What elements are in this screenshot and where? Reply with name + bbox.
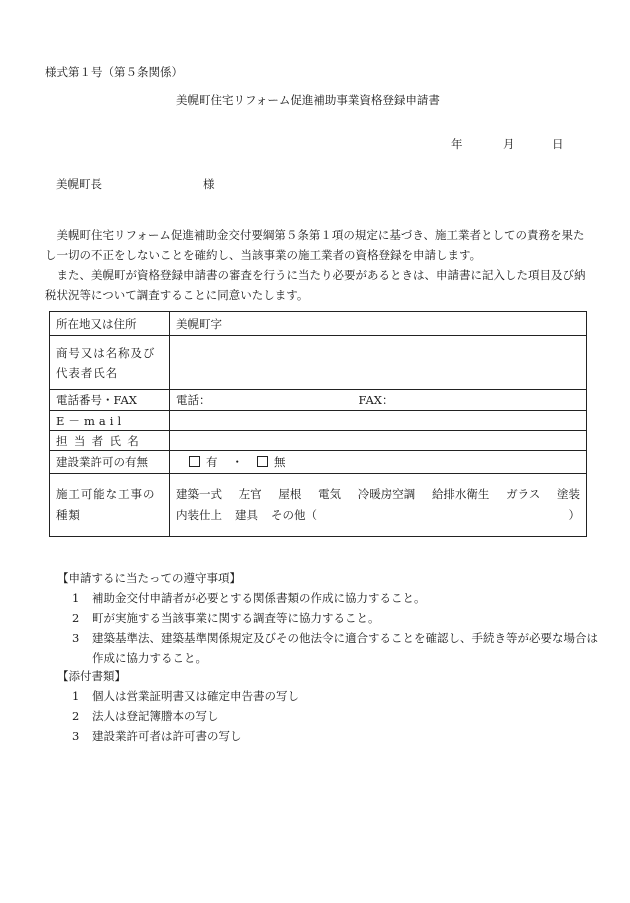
list-item — [57, 588, 609, 608]
list-item — [57, 686, 609, 706]
list-item-number: 2 — [72, 709, 80, 723]
list-item-number: 3 — [72, 729, 80, 743]
document-title: 美幌町住宅リフォーム促進補助事業資格登録申請書 — [176, 93, 440, 107]
license-no-checkbox[interactable] — [257, 456, 268, 467]
list-item-number: 1 — [72, 591, 80, 605]
list-item-text: 補助金交付申請者が必要とする関係書類の作成に協力すること。 — [92, 591, 426, 605]
list-item-number: 3 — [72, 631, 80, 645]
list-item-text: 町が実施する当該事業に関する調査等に協力すること。 — [92, 611, 380, 625]
list-item — [57, 706, 609, 726]
addressee-honorific: 様 — [203, 177, 215, 191]
company-name-label — [50, 336, 170, 390]
compliance-heading: 【申請するに当たっての遵守事項】 — [57, 571, 241, 585]
application-table — [49, 311, 587, 537]
list-item — [57, 628, 609, 668]
license-label: 建設業許可の有無 — [50, 451, 170, 474]
company-name-field[interactable] — [170, 336, 587, 390]
license-yes-checkbox[interactable] — [189, 456, 200, 467]
work-type-line-2-items — [176, 505, 330, 526]
company-name-label-text: 商号又は名称及び代表者氏名 — [56, 345, 156, 380]
list-item-text: 建設業許可者は許可書の写し — [92, 729, 242, 743]
phone-fax-label: 電話番号・FAX — [50, 390, 170, 411]
list-item — [57, 726, 609, 746]
other-close-paren: ） — [568, 508, 580, 522]
license-no-label: 無 — [274, 455, 286, 469]
date-month: 月 — [503, 137, 515, 151]
fax-prefix: FAX： — [358, 393, 394, 407]
license-separator: ・ — [231, 455, 243, 469]
work-type-option[interactable]: ガラス — [506, 487, 541, 501]
address-label: 所在地又は住所 — [50, 312, 170, 336]
attachments-section — [57, 666, 609, 746]
email-label: E－mail — [50, 411, 170, 431]
phone-fax-field[interactable] — [170, 390, 587, 411]
form-number: 様式第１号（第５条関係） — [45, 65, 183, 79]
work-type-line-1 — [176, 484, 580, 505]
work-type-option[interactable]: 屋根 — [278, 487, 302, 501]
work-type-option[interactable]: その他（ — [271, 508, 317, 522]
date-year: 年 — [451, 137, 463, 151]
list-item-text: 個人は営業証明書又は確定申告書の写し — [92, 689, 299, 703]
work-type-option[interactable]: 給排水衛生 — [431, 487, 490, 501]
contact-person-label: 担当者氏名 — [50, 431, 170, 451]
phone-prefix: 電話： — [176, 393, 211, 407]
address-field[interactable]: 美幌町字 — [170, 312, 587, 336]
work-type-label — [50, 474, 170, 537]
license-options — [170, 451, 587, 474]
work-type-option[interactable]: 塗装 — [556, 487, 580, 501]
work-type-option[interactable]: 建具 — [235, 508, 258, 522]
email-field[interactable] — [170, 411, 587, 431]
license-yes-label: 有 — [206, 455, 218, 469]
attachments-heading: 【添付書類】 — [57, 669, 126, 683]
body-text — [45, 225, 590, 305]
work-type-option[interactable]: 電気 — [318, 487, 342, 501]
body-paragraph-2: また、美幌町が資格登録申請書の審査を行うに当たり必要があるときは、申請書に記入した項目及び納税状況等について調査することに同意いたします。 — [45, 268, 586, 302]
work-type-line-2 — [176, 505, 580, 526]
work-type-option[interactable]: 冷暖房空調 — [357, 487, 416, 501]
body-paragraph-1: 美幌町住宅リフォーム促進補助金交付要綱第５条第１項の規定に基づき、施工業者としての責務を果たし一切の不正をしないことを確約し、当該事業の施工業者の資格登録を申請します。 — [45, 228, 585, 262]
list-item-number: 1 — [72, 689, 80, 703]
list-item-text: 建築基準法、建築基準関係規定及びその他法令に適合することを確認し、手続き等が必要な場合は作成に協力すること。 — [92, 631, 598, 665]
list-item-text: 法人は登記簿謄本の写し — [92, 709, 219, 723]
date-day: 日 — [552, 137, 564, 151]
work-type-option[interactable]: 建築一式 — [176, 487, 222, 501]
list-item — [57, 608, 609, 628]
compliance-section — [57, 568, 609, 668]
work-type-option[interactable]: 左官 — [238, 487, 262, 501]
list-item-number: 2 — [72, 611, 80, 625]
work-type-options[interactable] — [170, 474, 587, 537]
contact-person-field[interactable] — [170, 431, 587, 451]
addressee-name: 美幌町長 — [56, 177, 102, 191]
work-type-label-text: 施工可能な工事の種類 — [56, 487, 156, 522]
work-type-option[interactable]: 内装仕上 — [176, 508, 222, 522]
